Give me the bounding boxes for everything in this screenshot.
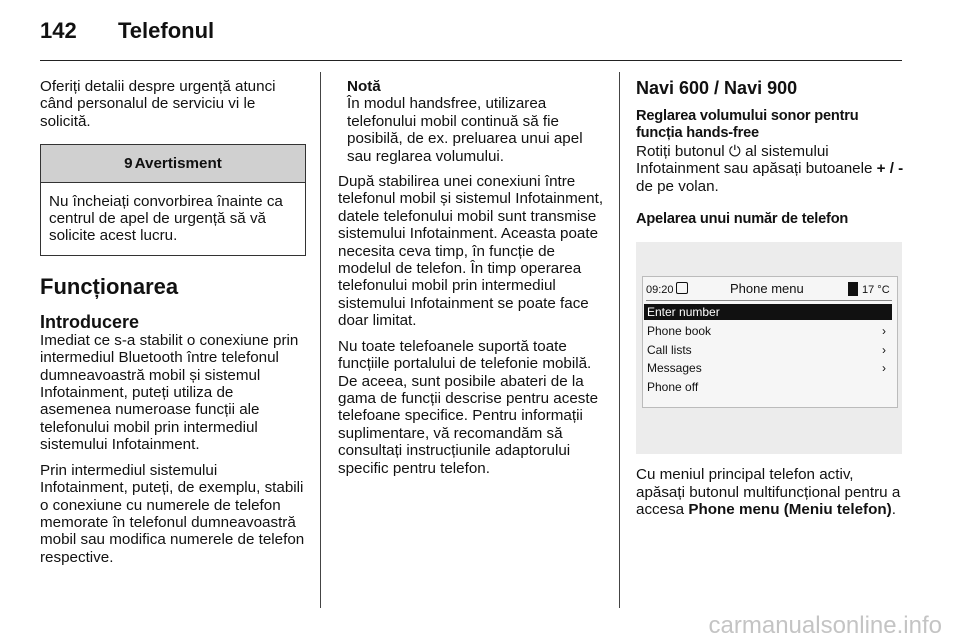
temperature: 17 °C [862, 284, 890, 297]
menu-item-label: Messages [647, 361, 702, 376]
volume-paragraph [636, 143, 906, 195]
menu-item-messages[interactable] [644, 360, 892, 376]
screen-title: Phone menu [730, 281, 804, 297]
phone-menu-label: Phone menu (Meniu telefon) [688, 501, 892, 519]
chevron-right-icon: › [882, 343, 886, 358]
section-title: Funcționarea [40, 273, 179, 299]
caption-text: . [891, 501, 896, 519]
chevron-right-icon: › [882, 324, 886, 339]
menu-item-label: Enter number [647, 305, 720, 320]
chevron-right-icon: › [882, 361, 886, 376]
volume-text: de pe volan. [636, 177, 719, 195]
usage-paragraph: Prin intermediul sistemului Infotainment, puteți, de exemplu, stabili o conexiune cu numerele de telefon memorate în telefonul dumneavoastră mobil sau modifica numerele de telefon respective. [40, 461, 305, 566]
clock-time: 09:20 [646, 284, 674, 297]
warning-body: Nu încheiați convorbirea înainte ca centrul de apel de urgență să vă solicite acest lucru. [49, 192, 283, 245]
column-2 [338, 78, 606, 485]
menu-item-call-lists[interactable] [644, 342, 892, 358]
header-rule [40, 60, 902, 61]
volume-text: Rotiți butonul [636, 142, 729, 160]
menu-item-label: Call lists [647, 343, 692, 358]
dial-heading: Apelarea unui număr de telefon [636, 211, 849, 228]
note-title: Notă [347, 78, 381, 95]
volume-buttons: + / - [876, 160, 904, 178]
menu-item-phone-book[interactable] [644, 323, 892, 339]
subsection-title: Introducere [40, 311, 140, 332]
watermark: carmanualsonline.info [708, 612, 942, 639]
warning-box [40, 144, 306, 256]
menu-item-phone-off[interactable] [644, 379, 892, 395]
warning-title: Avertisment [134, 155, 222, 173]
phone-menu-screenshot [636, 242, 902, 454]
warning-header [41, 145, 305, 182]
note-body: În modul handsfree, utilizarea telefonului mobil continuă să fie posibilă, de ex. preluarea unui apel sau reglarea volumului. [347, 95, 583, 165]
navi-title: Navi 600 / Navi 900 [636, 78, 798, 98]
menu-item-label: Phone off [647, 380, 699, 395]
menu-item-enter-number[interactable] [644, 304, 892, 320]
volume-heading: Reglarea volumului sonor pentru funcția hands-free [636, 108, 859, 142]
column-divider [619, 72, 620, 608]
caption-text: Cu meniul principal telefon activ, apăsați butonul multifuncțional pentru a accesa [636, 466, 901, 519]
data-transfer-paragraph: După stabilirea unei conexiuni între telefonul mobil și sistemul Infotainment, datele telefonului mobil sunt transmise sistemului Infotainment. Aceasta poate necesita ceva timp, în funcție de modelul de telefon. În timp operarea telefonului mobil prin intermediul sistemului Infotainment se poate face doar limitat. [338, 173, 604, 330]
column-3 [636, 78, 906, 527]
warning-triangle-icon: 9 [124, 155, 133, 173]
intro-body-paragraph: Imediat ce s-a stabilit o conexiune prin intermediul Bluetooth între telefonul dumneavoastră mobil și sistemul Infotainment, puteți utiliza de asemenea numeroase funcții ale telefonului mobil prin intermediul sistemului Infotainment. [40, 331, 299, 454]
column-1 [40, 78, 306, 574]
clock-icon [676, 282, 688, 294]
intro-paragraph: Oferiți detalii despre urgență atunci când personalul de serviciu vi le solicită. [40, 78, 276, 130]
compatibility-paragraph: Nu toate telefoanele suportă toate funcțiile portalului de telefonie mobilă. De aceea, sunt posibile abateri de la gama de funcții descrise pentru aceste telefoane specifice. Pentru informații suplimentare, vă recomandăm să consultați instrucțiunile adaptorului specific pentru telefon. [338, 337, 599, 477]
phone-icon [848, 282, 858, 296]
volume-text: al sistemului Infotainment sau apăsați butoanele [636, 142, 877, 178]
menu-item-label: Phone book [647, 324, 712, 339]
page-number: 142 [40, 18, 77, 43]
caption-paragraph [636, 466, 906, 518]
screen-separator [646, 300, 892, 301]
page-title: Telefonul [118, 18, 215, 43]
column-divider [320, 72, 321, 608]
power-icon: ⏻ [728, 142, 741, 160]
